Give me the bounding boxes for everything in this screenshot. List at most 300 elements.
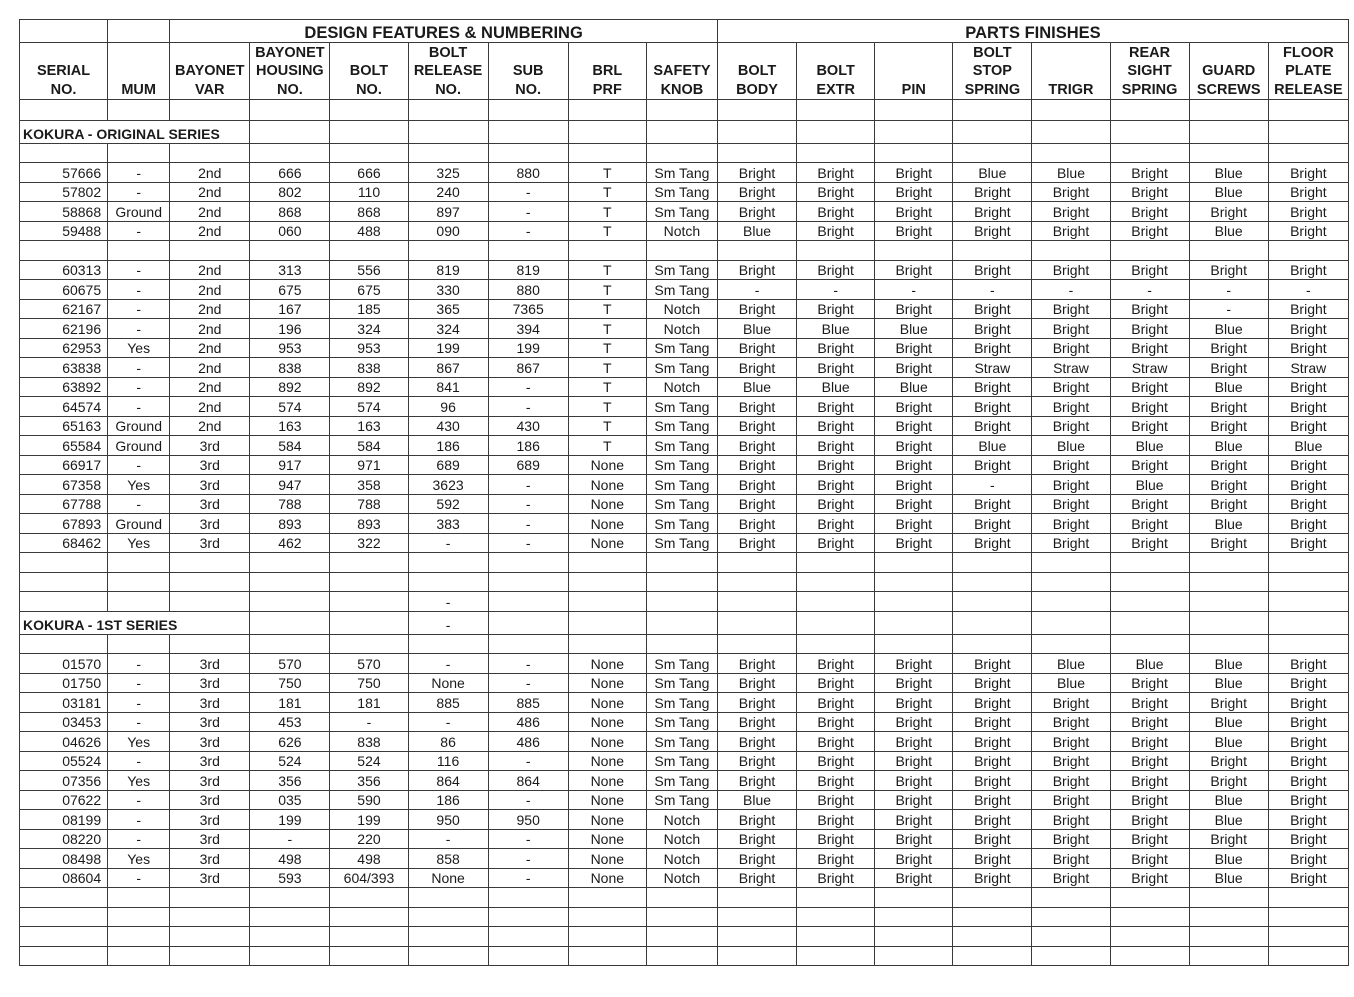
table-cell: Bright [875, 712, 953, 732]
table-cell: - [875, 280, 953, 300]
table-cell: 167 [250, 299, 330, 319]
table-cell: Bright [1268, 260, 1348, 280]
column-header: BAYONET [250, 43, 330, 62]
table-cell: 2nd [170, 299, 250, 319]
blank-cell [20, 907, 108, 927]
table-cell: Yes [108, 849, 170, 869]
blank-cell [797, 907, 875, 927]
table-cell: 110 [330, 182, 408, 202]
table-cell: Yes [108, 732, 170, 752]
table-cell: Bright [717, 455, 796, 475]
table-cell: Bright [953, 732, 1032, 752]
section-title-row [20, 120, 1349, 143]
table-cell: 917 [250, 455, 330, 475]
table-cell: Bright [875, 397, 953, 417]
blank-cell [1032, 592, 1110, 612]
table-cell: Bright [797, 299, 875, 319]
table-cell: 486 [488, 732, 568, 752]
table-cell: Bright [1110, 319, 1189, 339]
table-cell: Bright [1110, 202, 1189, 222]
table-row [20, 790, 1349, 810]
serial-number: 08604 [20, 868, 108, 888]
table-cell: Blue [1032, 673, 1110, 693]
blank-cell [953, 592, 1032, 612]
blank-cell [408, 99, 488, 120]
blank-cell [717, 927, 796, 947]
blank-cell [20, 888, 108, 908]
table-cell: Bright [875, 868, 953, 888]
table-cell: Notch [646, 810, 717, 830]
table-cell: T [568, 377, 646, 397]
blank-cell [488, 634, 568, 654]
column-header: NO. [250, 80, 330, 99]
serial-number: 08498 [20, 849, 108, 869]
blank-cell [1032, 888, 1110, 908]
table-cell: Bright [1189, 416, 1268, 436]
blank-cell [250, 611, 330, 634]
table-cell: Bright [1189, 829, 1268, 849]
table-cell: 356 [330, 771, 408, 791]
blank-cell [408, 120, 488, 143]
table-cell: Bright [1268, 182, 1348, 202]
table-cell: 880 [488, 163, 568, 183]
blank-cell [717, 241, 796, 261]
table-cell: - [1110, 280, 1189, 300]
table-cell: 689 [488, 455, 568, 475]
table-cell: Bright [1268, 514, 1348, 534]
blank-cell [1268, 143, 1348, 163]
table-cell: Bright [875, 673, 953, 693]
table-cell: 324 [408, 319, 488, 339]
blank-cell [250, 592, 330, 612]
table-cell: - [108, 494, 170, 514]
table-cell: Bright [1189, 475, 1268, 495]
table-cell: 181 [250, 693, 330, 713]
table-cell: 186 [408, 436, 488, 456]
blank-cell [1189, 99, 1268, 120]
table-cell: Blue [1189, 712, 1268, 732]
table-cell: 3rd [170, 732, 250, 752]
blank-row [20, 888, 1349, 908]
table-cell: Bright [797, 182, 875, 202]
blank-cell [1110, 143, 1189, 163]
table-cell: Bright [875, 221, 953, 241]
table-cell: 498 [250, 849, 330, 869]
blank-cell [1032, 946, 1110, 966]
table-cell: 524 [250, 751, 330, 771]
column-header: RELEASE [408, 62, 488, 81]
table-cell: Blue [1189, 790, 1268, 810]
blank-cell [717, 611, 796, 634]
table-cell: Bright [1110, 455, 1189, 475]
table-cell: Bright [717, 514, 796, 534]
table-row [20, 455, 1349, 475]
table-cell: Bright [797, 732, 875, 752]
blank-cell [953, 907, 1032, 927]
table-cell: 885 [488, 693, 568, 713]
table-cell: 199 [408, 338, 488, 358]
table-cell: 675 [250, 280, 330, 300]
column-header: REAR [1110, 43, 1189, 62]
blank-cell [717, 907, 796, 927]
blank-cell [20, 927, 108, 947]
column-header: BOLT [330, 62, 408, 81]
blank-cell [568, 927, 646, 947]
column-header: NO. [20, 80, 108, 99]
table-cell: 819 [488, 260, 568, 280]
table-cell: - [108, 260, 170, 280]
blank-cell [953, 241, 1032, 261]
table-cell: Blue [797, 319, 875, 339]
table-cell: 838 [330, 732, 408, 752]
table-cell: Bright [1268, 533, 1348, 553]
table-cell: Bright [1268, 810, 1348, 830]
blank-cell [1110, 572, 1189, 592]
blank-cell [1110, 120, 1189, 143]
table-cell: - [408, 654, 488, 674]
table-cell: Bright [953, 790, 1032, 810]
blank-cell [330, 634, 408, 654]
table-cell: None [568, 654, 646, 674]
table-cell: 666 [250, 163, 330, 183]
table-cell: Bright [1110, 221, 1189, 241]
table-cell: Bright [1268, 693, 1348, 713]
table-cell: 186 [408, 790, 488, 810]
blank-cell [568, 888, 646, 908]
table-row [20, 829, 1349, 849]
table-cell: Bright [1110, 338, 1189, 358]
table-cell: None [568, 829, 646, 849]
table-cell: 199 [250, 810, 330, 830]
table-cell: 163 [330, 416, 408, 436]
blank-cell [108, 143, 170, 163]
table-cell: None [568, 868, 646, 888]
serial-number: 67788 [20, 494, 108, 514]
blank-row [20, 553, 1349, 573]
blank-cell [1189, 241, 1268, 261]
blank-cell [875, 907, 953, 927]
table-cell: Bright [717, 810, 796, 830]
table-cell: 365 [408, 299, 488, 319]
table-cell: Blue [1268, 436, 1348, 456]
table-cell: Bright [797, 163, 875, 183]
table-row [20, 494, 1349, 514]
table-cell: Bright [875, 732, 953, 752]
table-cell: 819 [408, 260, 488, 280]
table-cell: Blue [1110, 436, 1189, 456]
table-cell: Blue [1032, 436, 1110, 456]
table-row [20, 654, 1349, 674]
column-header-row [20, 43, 1349, 62]
table-cell: Sm Tang [646, 732, 717, 752]
blank-cell [1189, 143, 1268, 163]
table-cell: - [1268, 280, 1348, 300]
table-cell: Bright [797, 397, 875, 417]
blank-cell [875, 946, 953, 966]
blank-cell [717, 553, 796, 573]
table-cell: - [108, 712, 170, 732]
table-cell: Bright [1268, 790, 1348, 810]
blank-cell [646, 888, 717, 908]
table-row [20, 514, 1349, 534]
table-cell: Bright [1189, 771, 1268, 791]
blank-cell [953, 553, 1032, 573]
table-row [20, 163, 1349, 183]
column-header: SUB [488, 62, 568, 81]
table-cell: 788 [250, 494, 330, 514]
blank-cell [1032, 120, 1110, 143]
blank-cell [568, 907, 646, 927]
blank-cell [250, 120, 330, 143]
table-cell: 788 [330, 494, 408, 514]
serial-number: 63838 [20, 358, 108, 378]
column-header: STOP [953, 62, 1032, 81]
table-cell: 868 [250, 202, 330, 222]
table-row [20, 221, 1349, 241]
table-cell: Bright [1189, 260, 1268, 280]
blank-cell [717, 634, 796, 654]
table-cell: 3rd [170, 712, 250, 732]
table-cell: Bright [953, 416, 1032, 436]
table-cell: Bright [717, 338, 796, 358]
table-cell: Sm Tang [646, 751, 717, 771]
table-cell: Blue [1189, 319, 1268, 339]
column-header: GUARD [1189, 62, 1268, 81]
blank-cell [170, 634, 250, 654]
table-cell: None [568, 693, 646, 713]
table-row [20, 338, 1349, 358]
table-cell: Blue [875, 377, 953, 397]
table-cell: Bright [1110, 810, 1189, 830]
table-cell: Bright [797, 358, 875, 378]
blank-cell [330, 241, 408, 261]
table-cell: Bright [1110, 849, 1189, 869]
table-cell: Sm Tang [646, 436, 717, 456]
column-header: HOUSING [250, 62, 330, 81]
table-cell: None [408, 868, 488, 888]
table-cell: Bright [1032, 416, 1110, 436]
table-cell: 880 [488, 280, 568, 300]
blank-cell [488, 241, 568, 261]
table-cell: Bright [797, 654, 875, 674]
table-row [20, 182, 1349, 202]
table-cell: Bright [1268, 202, 1348, 222]
blank-cell [797, 553, 875, 573]
blank-cell [568, 946, 646, 966]
table-row [20, 533, 1349, 553]
blank-row [20, 946, 1349, 966]
table-cell: - [488, 494, 568, 514]
blank-cell [1189, 120, 1268, 143]
table-cell: 196 [250, 319, 330, 339]
blank-cell [1032, 143, 1110, 163]
table-cell: Bright [1268, 163, 1348, 183]
table-cell: 3rd [170, 751, 250, 771]
table-row [20, 436, 1349, 456]
table-cell: 2nd [170, 163, 250, 183]
blank-cell [875, 120, 953, 143]
blank-cell [250, 907, 330, 927]
table-cell: - [108, 455, 170, 475]
blank-cell [250, 241, 330, 261]
column-header: BOLT [797, 62, 875, 81]
table-cell: Bright [717, 693, 796, 713]
table-cell: Bright [1110, 751, 1189, 771]
blank-cell [1032, 553, 1110, 573]
table-cell: - [488, 654, 568, 674]
stray-mark: - [408, 592, 488, 612]
table-cell: 163 [250, 416, 330, 436]
table-cell: 953 [250, 338, 330, 358]
blank-cell [797, 888, 875, 908]
table-cell: Bright [1032, 829, 1110, 849]
column-header: RELEASE [1268, 80, 1348, 99]
blank-cell [488, 927, 568, 947]
table-row [20, 693, 1349, 713]
table-cell: Blue [1032, 654, 1110, 674]
column-header [646, 43, 717, 62]
serial-number: 58868 [20, 202, 108, 222]
table-cell: Bright [1268, 654, 1348, 674]
table-cell: 383 [408, 514, 488, 534]
blank-cell [953, 946, 1032, 966]
table-cell: 2nd [170, 182, 250, 202]
blank-cell [568, 143, 646, 163]
table-cell: 689 [408, 455, 488, 475]
column-header [875, 43, 953, 62]
table-cell: Blue [1189, 868, 1268, 888]
table-cell: Straw [953, 358, 1032, 378]
serial-number: 03453 [20, 712, 108, 732]
table-cell: - [108, 868, 170, 888]
blank-cell [1268, 907, 1348, 927]
table-cell: Blue [875, 319, 953, 339]
serial-number: 65163 [20, 416, 108, 436]
blank-cell [408, 572, 488, 592]
blank-cell [108, 99, 170, 120]
table-cell: 3rd [170, 514, 250, 534]
blank-cell [1110, 553, 1189, 573]
table-cell: 3rd [170, 849, 250, 869]
table-cell: Bright [797, 338, 875, 358]
table-cell: Ground [108, 514, 170, 534]
table-cell: Bright [717, 771, 796, 791]
table-cell: T [568, 319, 646, 339]
table-cell: Bright [797, 260, 875, 280]
table-cell: 947 [250, 475, 330, 495]
blank-cell [488, 611, 568, 634]
column-header [488, 43, 568, 62]
blank-cell [250, 553, 330, 573]
table-cell: Bright [1032, 319, 1110, 339]
table-cell: Bright [717, 202, 796, 222]
table-row [20, 732, 1349, 752]
blank-cell [488, 888, 568, 908]
table-cell: Bright [1189, 533, 1268, 553]
table-cell: Bright [875, 771, 953, 791]
table-cell: Bright [1268, 712, 1348, 732]
table-cell: Bright [797, 771, 875, 791]
table-cell: Bright [953, 455, 1032, 475]
table-cell: Bright [953, 673, 1032, 693]
table-cell: Bright [797, 751, 875, 771]
serial-number: 01570 [20, 654, 108, 674]
table-cell: 199 [488, 338, 568, 358]
table-cell: 2nd [170, 416, 250, 436]
blank-cell [250, 927, 330, 947]
table-cell: - [1189, 280, 1268, 300]
blank-cell [953, 611, 1032, 634]
column-header: SIGHT [1110, 62, 1189, 81]
blank-cell [1110, 241, 1189, 261]
blank-cell [1189, 553, 1268, 573]
section-title: KOKURA - ORIGINAL SERIES [20, 120, 250, 143]
table-cell: Blue [1189, 163, 1268, 183]
blank-cell [20, 946, 108, 966]
table-cell: Blue [1189, 849, 1268, 869]
table-cell: Bright [953, 338, 1032, 358]
table-cell: Bright [1032, 868, 1110, 888]
column-header [108, 62, 170, 81]
blank-cell [408, 241, 488, 261]
blank-cell [646, 907, 717, 927]
blank-cell [170, 888, 250, 908]
blank-cell [20, 20, 108, 43]
table-cell: 584 [250, 436, 330, 456]
table-row [20, 673, 1349, 693]
table-cell: - [108, 397, 170, 417]
table-cell: 199 [330, 810, 408, 830]
table-cell: Bright [717, 260, 796, 280]
table-cell: Bright [1110, 182, 1189, 202]
table-cell: Bright [1032, 299, 1110, 319]
blank-cell [408, 907, 488, 927]
table-cell: Bright [1110, 514, 1189, 534]
table-cell: - [488, 533, 568, 553]
blank-cell [330, 553, 408, 573]
table-cell: Notch [646, 829, 717, 849]
blank-cell [717, 143, 796, 163]
table-cell: None [568, 771, 646, 791]
table-cell: - [408, 712, 488, 732]
blank-cell [646, 592, 717, 612]
table-cell: Bright [1268, 338, 1348, 358]
serial-number: 63892 [20, 377, 108, 397]
blank-cell [108, 553, 170, 573]
table-cell: Notch [646, 377, 717, 397]
table-cell: - [250, 829, 330, 849]
table-cell: Blue [717, 319, 796, 339]
blank-cell [1268, 927, 1348, 947]
table-cell: Bright [1189, 358, 1268, 378]
table-cell: 2nd [170, 319, 250, 339]
table-cell: - [108, 673, 170, 693]
blank-cell [330, 143, 408, 163]
blank-cell [1189, 907, 1268, 927]
blank-cell [953, 143, 1032, 163]
blank-cell [170, 927, 250, 947]
blank-cell [1268, 946, 1348, 966]
blank-cell [1110, 907, 1189, 927]
table-cell: 186 [488, 436, 568, 456]
blank-cell [488, 572, 568, 592]
table-cell: Bright [797, 455, 875, 475]
table-cell: 3rd [170, 810, 250, 830]
table-cell: Bright [1268, 732, 1348, 752]
table-cell: 666 [330, 163, 408, 183]
table-cell: - [488, 790, 568, 810]
table-cell: None [568, 673, 646, 693]
